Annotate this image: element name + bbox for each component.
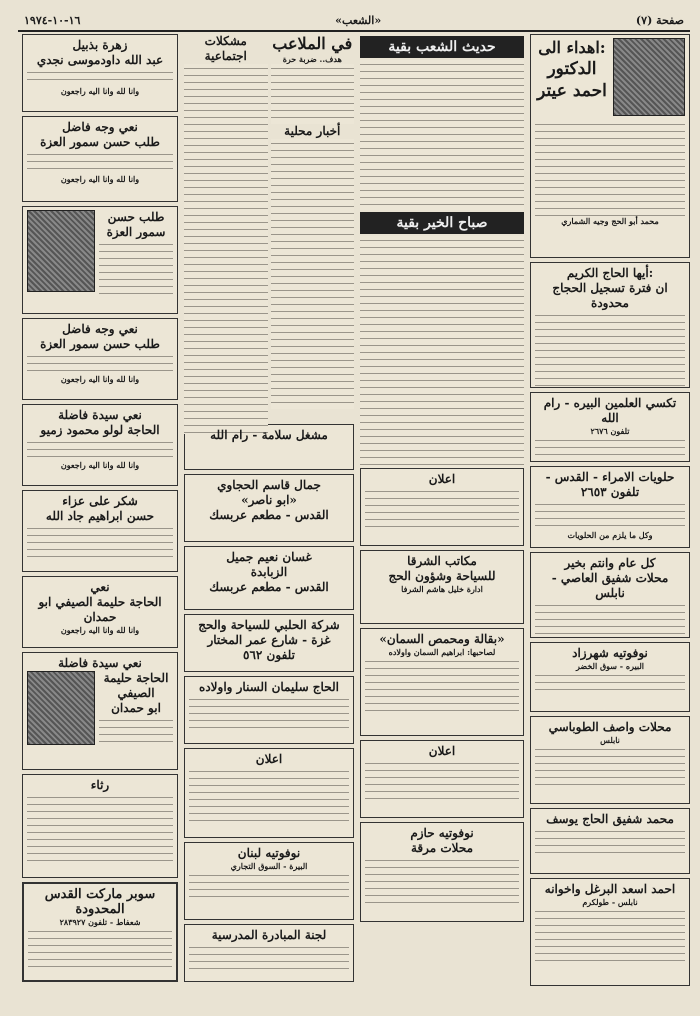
nouv2-text bbox=[365, 856, 519, 904]
cond3-text bbox=[27, 438, 173, 460]
offices-title: مكاتب الشرقا bbox=[407, 554, 477, 568]
condolence-photo-1 bbox=[22, 206, 178, 314]
yusuf-title: محمد شفيق الحاج يوسف bbox=[546, 812, 674, 826]
right-column bbox=[530, 34, 690, 990]
sanwar-text bbox=[189, 695, 349, 729]
cond1-name: طلب حسن سمور العزة bbox=[40, 135, 160, 149]
nouv-place: البيره - سوق الخضر bbox=[576, 661, 644, 671]
offices-ad bbox=[360, 550, 524, 624]
dedication-title: اهداء الى: bbox=[538, 38, 606, 57]
talk-text bbox=[360, 60, 524, 210]
cond2-title: نعي وجه فاضل bbox=[62, 322, 138, 336]
halabi-ad bbox=[184, 614, 354, 672]
nouv2-sub: محلات مرقة bbox=[410, 841, 474, 855]
cond1-title: نعي وجه فاضل bbox=[62, 120, 138, 134]
halabi-phone: تلفون ٥٦٢ bbox=[243, 648, 295, 662]
eid-name: محلات شفيق العاصي - نابلس bbox=[551, 571, 669, 600]
lajna-text bbox=[189, 943, 349, 969]
shop-text bbox=[535, 745, 685, 785]
nouv3-ad bbox=[184, 842, 354, 920]
ritha-text bbox=[27, 793, 173, 867]
yusuf-ad bbox=[530, 808, 690, 874]
nouv3-text bbox=[189, 871, 349, 903]
taxi-title: تكسي العلمين البيره - رام الله bbox=[543, 396, 677, 425]
salama-ad bbox=[184, 424, 354, 470]
condolence-3 bbox=[22, 404, 178, 486]
news-title: أخبار محلية bbox=[284, 124, 341, 138]
cond2-verse: وانا لله وانا اليه راجعون bbox=[60, 374, 140, 384]
mshkel-text bbox=[184, 64, 268, 434]
jamal-ad bbox=[184, 474, 354, 542]
ghassan-sub: الزبابدة bbox=[250, 565, 288, 579]
ritha-box bbox=[22, 774, 178, 878]
morning-title: صباح الخير بقية bbox=[360, 212, 524, 234]
sweets-note: وكل ما يلزم من الحلويات bbox=[567, 530, 653, 540]
sweets-title: حلويات الامراء - القدس - تلفون ٢٦٥٣ bbox=[545, 470, 675, 499]
cond1-text bbox=[27, 150, 173, 174]
halabi-sub: غزة - شارع عمر المختار bbox=[207, 633, 331, 647]
z1-text bbox=[27, 68, 173, 86]
hajj-box bbox=[530, 262, 690, 388]
nai-title: نعي bbox=[90, 580, 110, 594]
nouv2-ad bbox=[360, 822, 524, 922]
nouveautes-ad bbox=[530, 642, 690, 712]
cond3-name: الحاجة لولو محمود زميو bbox=[40, 423, 160, 437]
shop-place: نابلس bbox=[600, 735, 620, 745]
baqala-title: «بقالة ومحمص السمان» bbox=[379, 632, 505, 646]
ann2-title: اعلان bbox=[428, 744, 456, 758]
nai-name: الحاجة حليمة الصيفي ابو حمدان bbox=[38, 595, 162, 624]
shop-title: محلات واصف الطوباسي bbox=[548, 720, 672, 734]
asad-ad bbox=[530, 878, 690, 986]
cond3-verse: وانا لله وانا اليه راجعون bbox=[60, 460, 140, 470]
eid-title: كل عام وانتم بخير bbox=[564, 556, 656, 570]
nouv3-title: نوفوتيه لبنان bbox=[237, 846, 301, 860]
portrait-photo bbox=[613, 38, 685, 116]
deceased-photo-1 bbox=[27, 210, 95, 292]
asad-title: احمد اسعد البرغل واخوانه bbox=[544, 882, 676, 896]
asad-place: نابلس - طولكرم bbox=[582, 897, 638, 907]
nouv-text bbox=[535, 671, 685, 693]
ghassan-city: القدس - مطعم عربسك bbox=[209, 580, 329, 594]
z1-name: عبد الله داودموسى نجدي bbox=[36, 53, 164, 67]
hajj-title: أيها الحاج الكريم: bbox=[566, 266, 654, 280]
condolence-2 bbox=[22, 318, 178, 400]
cond4-title: نعي سيدة فاضلة bbox=[58, 656, 142, 670]
jamal-city: القدس - مطعم عربسك bbox=[209, 508, 329, 522]
middle-column bbox=[184, 34, 354, 986]
super-title: سوبر ماركت القدس المحدودة bbox=[44, 887, 156, 917]
ghassan-title: غسان نعيم جميل bbox=[226, 550, 312, 564]
ritha-title: رثاء bbox=[90, 778, 110, 792]
nouv3-sub: البيرة - السوق التجاري bbox=[230, 861, 308, 871]
cond4-name: الحاجة حليمة الصيفي bbox=[103, 671, 169, 700]
deceased-photo-2 bbox=[27, 671, 95, 745]
announcement-3 bbox=[184, 748, 354, 838]
eid-text bbox=[535, 601, 685, 635]
talk-title: حديث الشعب بقية bbox=[360, 36, 524, 58]
thanks-title: شكر على عزاء bbox=[62, 494, 138, 508]
morning-text bbox=[360, 236, 524, 468]
condolence-photo-2 bbox=[22, 652, 178, 770]
sanwar-ad bbox=[184, 676, 354, 744]
left-column bbox=[22, 34, 178, 986]
thanks-name: حسن ابراهيم جاد الله bbox=[45, 509, 155, 523]
thanks-text bbox=[27, 524, 173, 558]
nai-box bbox=[22, 576, 178, 648]
cond2-text bbox=[27, 352, 173, 374]
lajna-ad bbox=[184, 924, 354, 982]
sanwar-title: الحاج سليمان السنار واولاده bbox=[199, 680, 339, 694]
halabi-title: شركة الحلبي للسياحة والحج bbox=[198, 618, 340, 632]
z1-verse: وانا لله وانا اليه راجعون bbox=[60, 86, 140, 96]
baqala-text bbox=[365, 657, 519, 713]
yusuf-text bbox=[535, 827, 685, 857]
ann1-title: اعلان bbox=[428, 472, 456, 486]
cond2-name-top: طلب حسن سمور العزة bbox=[106, 210, 166, 239]
supermarket-ad bbox=[22, 882, 178, 982]
jamal-title: جمال قاسم الحجاوي bbox=[217, 478, 321, 492]
mlaab-sub: هدف.. ضربة حرة bbox=[282, 54, 342, 64]
dedication-box bbox=[530, 34, 690, 258]
nouv-title: نوفوتيه شهرزاد bbox=[572, 646, 648, 660]
sweets-text bbox=[535, 500, 685, 530]
zahra-box bbox=[22, 34, 178, 112]
thanks-box bbox=[22, 490, 178, 572]
nai-verse: وانا لله وانا اليه راجعون bbox=[60, 625, 140, 635]
shop-ad bbox=[530, 716, 690, 804]
ghassan-ad bbox=[184, 546, 354, 610]
jamal-sub: «ابو ناصر» bbox=[241, 493, 297, 507]
taxi-text bbox=[535, 436, 685, 456]
super-text bbox=[28, 927, 172, 967]
ann3-text bbox=[189, 767, 349, 823]
baqala-owner: لصاحبها: ابراهيم السمان واولاده bbox=[388, 647, 496, 657]
cond3-title: نعي سيدة فاضلة bbox=[58, 408, 142, 422]
hajj-sub: ان فترة تسجيل الحجاج محدودة bbox=[552, 281, 668, 310]
mlaab-title: في الملاعب bbox=[272, 34, 353, 53]
offices-mgr: ادارة خليل هاشم الشرفا bbox=[401, 584, 483, 594]
center-column bbox=[360, 34, 524, 926]
date: ١٦-١٠-١٩٧٤ bbox=[24, 13, 81, 27]
offices-sub: للسياحة وشؤون الحج bbox=[388, 569, 496, 583]
dedication-sign: محمد أبو الحج وجيه الشماري bbox=[561, 216, 659, 226]
news-text bbox=[271, 139, 355, 409]
hajj-text bbox=[535, 311, 685, 387]
cond2-name: طلب حسن سمور العزة bbox=[40, 337, 160, 351]
page-header bbox=[18, 10, 690, 32]
cond1-verse: وانا لله وانا اليه راجعون bbox=[60, 174, 140, 184]
mlaab-text bbox=[271, 64, 355, 124]
mshkel-title: مشكلات اجتماعية bbox=[204, 34, 247, 63]
ann2-text bbox=[365, 759, 519, 803]
z1-title: زهرة بذبيل bbox=[72, 38, 128, 52]
super-phone: شعفاط - تلفون ٢٨٣٩٢٧ bbox=[59, 917, 141, 927]
asad-text bbox=[535, 907, 685, 965]
taxi-ad bbox=[530, 392, 690, 462]
nouv2-title: نوفوتيه حازم bbox=[410, 826, 474, 840]
sweets-ad bbox=[530, 466, 690, 548]
condolence-1 bbox=[22, 116, 178, 202]
lajna-title: لجنة المبادرة المدرسية bbox=[211, 928, 327, 942]
paper-name: «الشعب» bbox=[335, 13, 382, 27]
page-number: صفحة (٧) bbox=[635, 13, 684, 27]
salama-title: مشغل سلامة - رام الله bbox=[210, 428, 328, 442]
eid-greeting bbox=[530, 552, 690, 638]
ann3-title: اعلان bbox=[255, 752, 283, 766]
cond4-name2: ابو حمدان bbox=[111, 701, 161, 715]
baqala-ad bbox=[360, 628, 524, 736]
taxi-phone: تلفون ٢٦٧٦ bbox=[590, 426, 630, 436]
cond4-text bbox=[99, 716, 173, 746]
ann1-text bbox=[365, 487, 519, 533]
cond2-text-top bbox=[99, 240, 173, 296]
announcement-2 bbox=[360, 740, 524, 818]
dedication-text bbox=[535, 120, 685, 216]
announcement-1 bbox=[360, 468, 524, 546]
dedication-name: الدكتور احمد عيتر bbox=[537, 59, 607, 101]
